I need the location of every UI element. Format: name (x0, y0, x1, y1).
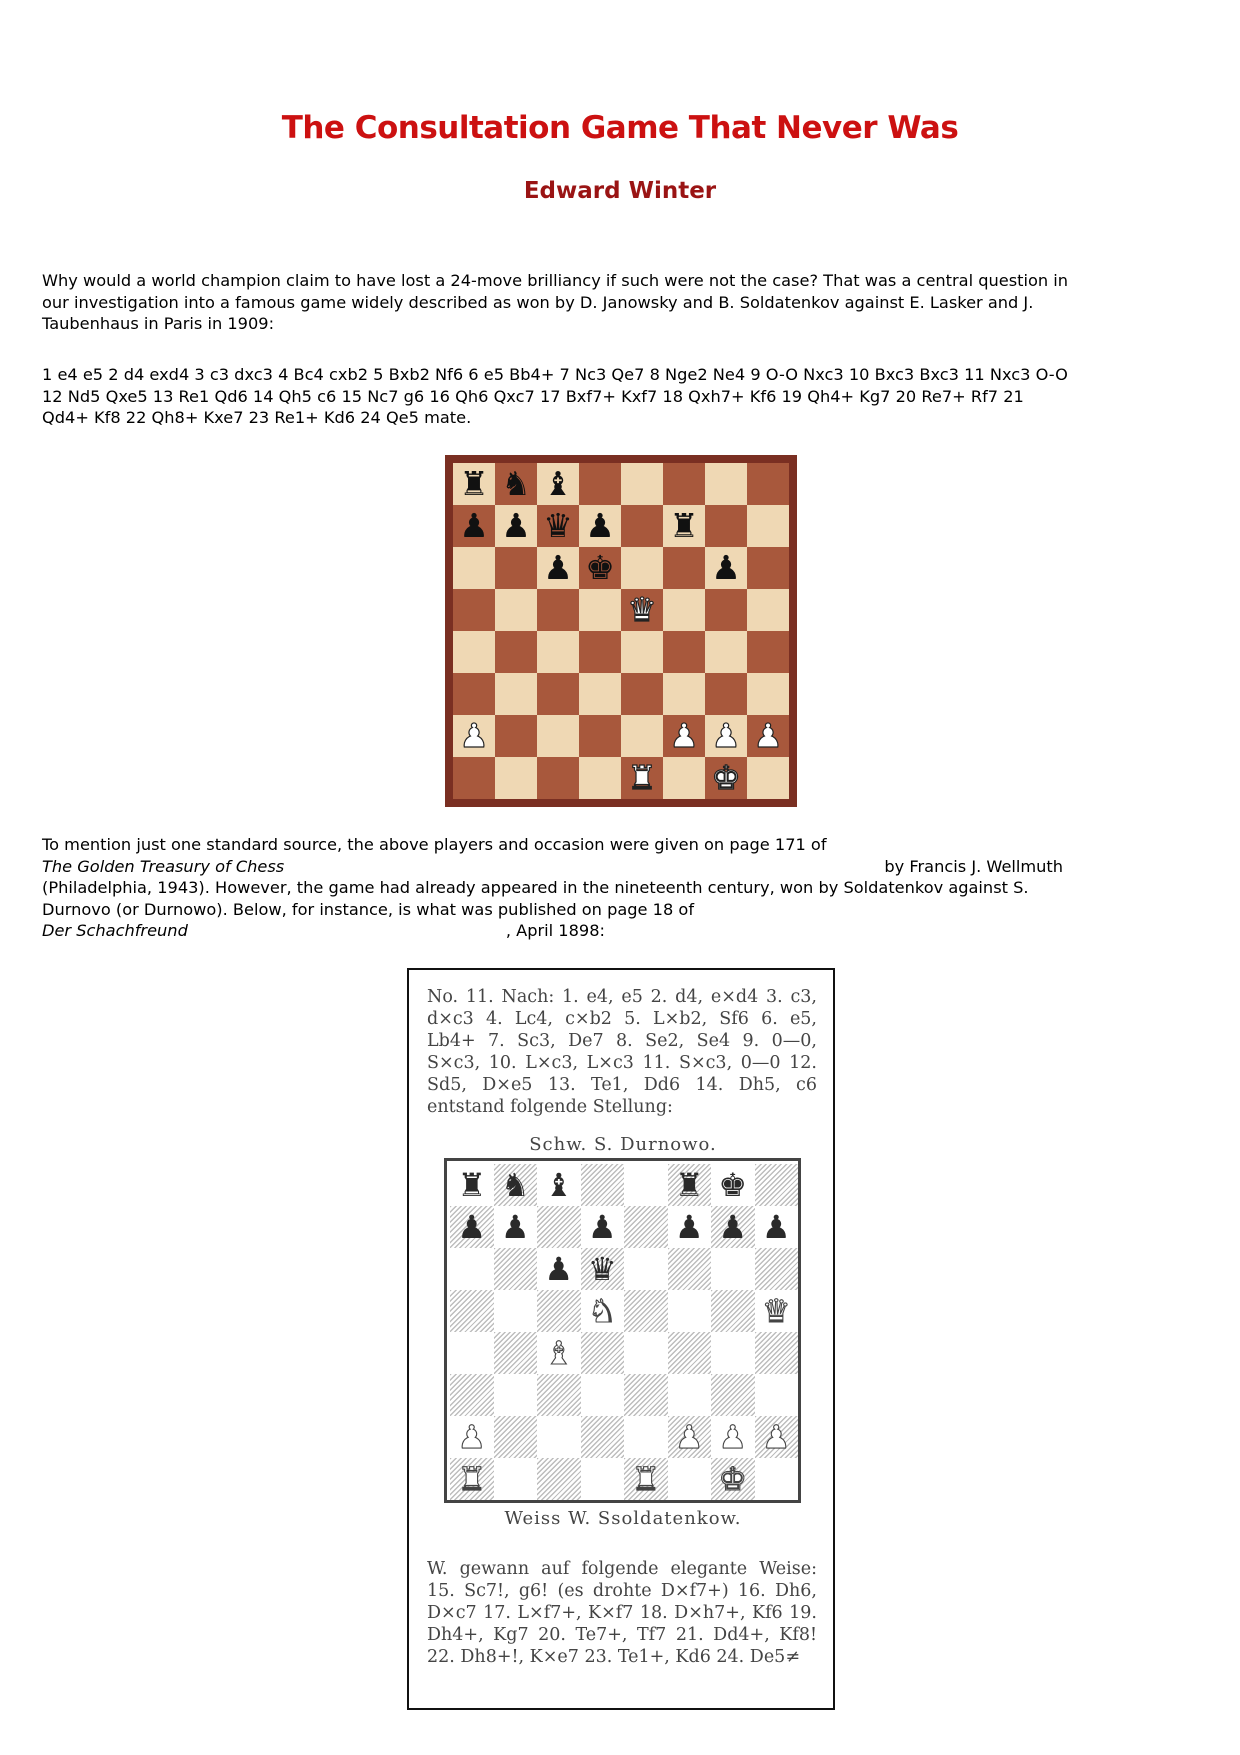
board-square (755, 1416, 799, 1458)
black-knight-icon: ♞ (500, 1166, 530, 1204)
board-square (711, 1332, 755, 1374)
board-square (624, 1290, 668, 1332)
board-square (705, 547, 747, 589)
board-square (494, 1206, 538, 1248)
board-square (621, 505, 663, 547)
white-pawn-icon: ♟ (459, 716, 489, 755)
board-square (579, 589, 621, 631)
final-position-grid (453, 463, 789, 799)
board-square (711, 1290, 755, 1332)
white-pawn-icon: ♟ (761, 1418, 791, 1456)
board-square (624, 1458, 668, 1500)
board-square (663, 715, 705, 757)
final-position-board (445, 455, 797, 807)
board-square (711, 1416, 755, 1458)
board-square (495, 715, 537, 757)
board-square (663, 673, 705, 715)
board-square (621, 757, 663, 799)
white-rook-icon: ♜ (627, 758, 657, 797)
black-pawn-icon: ♟ (543, 548, 573, 587)
white-rook-icon: ♜ (457, 1460, 487, 1498)
source-text-1: To mention just one standard source, the above players and occasion were given on page 171 of (42, 835, 827, 854)
board-square (495, 673, 537, 715)
board-square (537, 1290, 581, 1332)
board-square (747, 547, 789, 589)
white-queen-icon: ♛ (627, 590, 657, 629)
board-square (537, 715, 579, 757)
board-square (668, 1332, 712, 1374)
board-square (663, 505, 705, 547)
white-pawn-icon: ♟ (669, 716, 699, 755)
board-square (668, 1458, 712, 1500)
board-square (747, 757, 789, 799)
black-pawn-icon: ♟ (761, 1208, 791, 1246)
black-queen-icon: ♛ (543, 506, 573, 545)
board-square (624, 1206, 668, 1248)
board-square (705, 589, 747, 631)
board-square (453, 589, 495, 631)
board-square (495, 631, 537, 673)
board-square (624, 1332, 668, 1374)
board-square (581, 1332, 625, 1374)
board-square (581, 1416, 625, 1458)
board-square (537, 1248, 581, 1290)
board-square (663, 631, 705, 673)
board-square (668, 1374, 712, 1416)
board-square (450, 1458, 494, 1500)
clipping-intro-text: No. 11. Nach: 1. e4, e5 2. d4, e×d4 3. c3, d×c3 4. Lc4, c×b2 5. L×b2, Sf6 6. e5, Lb4+ 7. Sc3, De7 8. Se2, Se4 9. 0—0, S×c3, 10. L×c3, L×c3 11. S×c3, 0—0 12. Sd5, D×e5 13. Te1, Dd6 14. Dh5, c6 entstand folgende Stellung: (427, 987, 817, 1117)
board-square (579, 757, 621, 799)
board-square (581, 1458, 625, 1500)
board-square (494, 1164, 538, 1206)
board-square (494, 1248, 538, 1290)
board-square (537, 673, 579, 715)
board-square (537, 505, 579, 547)
board-square (624, 1416, 668, 1458)
white-pawn-icon: ♟ (753, 716, 783, 755)
board-square (495, 589, 537, 631)
magazine-clipping (407, 968, 835, 1710)
white-pawn-icon: ♟ (718, 1418, 748, 1456)
board-square (668, 1248, 712, 1290)
board-square (495, 547, 537, 589)
source-text-3: , April 1898: (505, 921, 605, 940)
board-square (495, 757, 537, 799)
board-square (453, 547, 495, 589)
white-rook-icon: ♜ (631, 1460, 661, 1498)
white-king-icon: ♚ (711, 758, 741, 797)
board-square (579, 463, 621, 505)
author-name: Edward Winter (523, 178, 717, 204)
board-square (495, 463, 537, 505)
board-square (537, 1374, 581, 1416)
black-pawn-icon: ♟ (501, 506, 531, 545)
black-king-icon: ♚ (585, 548, 615, 587)
black-knight-icon: ♞ (501, 464, 531, 503)
board-square (537, 1332, 581, 1374)
board-square (581, 1164, 625, 1206)
board-square (663, 463, 705, 505)
board-square (755, 1206, 799, 1248)
clipping-black-player: Schw. S. Durnowo. (529, 1134, 717, 1155)
board-square (537, 1206, 581, 1248)
board-square (450, 1416, 494, 1458)
board-square (663, 589, 705, 631)
board-square (494, 1290, 538, 1332)
board-square (668, 1206, 712, 1248)
board-square (747, 631, 789, 673)
board-square (494, 1374, 538, 1416)
source-paragraph (42, 834, 1072, 942)
board-square (579, 631, 621, 673)
source-book-title: The Golden Treasury of Chess (42, 856, 285, 876)
board-square (711, 1374, 755, 1416)
white-king-icon: ♚ (718, 1460, 748, 1498)
white-bishop-icon: ♝ (544, 1334, 574, 1372)
board-square (494, 1416, 538, 1458)
board-square (579, 715, 621, 757)
board-square (711, 1248, 755, 1290)
board-square (711, 1164, 755, 1206)
black-pawn-icon: ♟ (587, 1208, 617, 1246)
board-square (453, 715, 495, 757)
board-square (621, 589, 663, 631)
board-square (621, 673, 663, 715)
board-square (450, 1290, 494, 1332)
board-square (624, 1248, 668, 1290)
board-square (453, 631, 495, 673)
board-square (450, 1164, 494, 1206)
board-square (537, 1164, 581, 1206)
board-square (537, 1458, 581, 1500)
black-rook-icon: ♜ (459, 464, 489, 503)
black-rook-icon: ♜ (674, 1166, 704, 1204)
board-square (755, 1374, 799, 1416)
white-pawn-icon: ♟ (457, 1418, 487, 1456)
board-square (705, 673, 747, 715)
board-square (755, 1458, 799, 1500)
board-square (453, 757, 495, 799)
board-square (494, 1458, 538, 1500)
board-square (624, 1374, 668, 1416)
board-square (747, 673, 789, 715)
board-square (579, 505, 621, 547)
board-square (705, 715, 747, 757)
black-pawn-icon: ♟ (500, 1208, 530, 1246)
game-moves: 1 e4 e5 2 d4 exd4 3 c3 dxc3 4 Bc4 cxb2 5 Bxb2 Nf6 6 e5 Bb4+ 7 Nc3 Qe7 8 Nge2 Ne4 9 O-O Nxc3 10 Bxc3 Bxc3 11 Nxc3 O-O 12 Nd5 Qxe5 13 Re1 Qd6 14 Qh5 c6 15 Nc7 g6 16 Qh6 Qxc7 17 Bxf7+ Kxf7 18 Qxh7+ Kf6 19 Qh4+ Kg7 20 Re7+ Rf7 21 Qd4+ Kf8 22 Qh8+ Kxe7 23 Re1+ Kd6 24 Qe5 mate. (42, 365, 1068, 427)
clipping-white-player: Weiss W. Ssoldatenkow. (504, 1508, 742, 1529)
board-square (663, 547, 705, 589)
board-square (621, 463, 663, 505)
white-pawn-icon: ♟ (711, 716, 741, 755)
black-bishop-icon: ♝ (543, 464, 573, 503)
board-square (453, 673, 495, 715)
black-queen-icon: ♛ (587, 1250, 617, 1288)
white-pawn-icon: ♟ (674, 1418, 704, 1456)
board-square (711, 1458, 755, 1500)
board-square (668, 1290, 712, 1332)
black-pawn-icon: ♟ (674, 1208, 704, 1246)
black-pawn-icon: ♟ (718, 1208, 748, 1246)
board-square (537, 463, 579, 505)
source-text-2: by Francis J. Wellmuth (Philadelphia, 1943). However, the game had already appeared in the nineteenth century, won by Soldatenkov against S. Durnovo (or Durnowo). Below, for instance, is what was published on page 18 of (42, 856, 1064, 919)
board-square (581, 1206, 625, 1248)
board-square (537, 757, 579, 799)
board-square (755, 1164, 799, 1206)
board-square (705, 463, 747, 505)
board-square (579, 673, 621, 715)
board-square (494, 1332, 538, 1374)
board-square (453, 505, 495, 547)
board-square (453, 463, 495, 505)
board-square (668, 1164, 712, 1206)
black-rook-icon: ♜ (669, 506, 699, 545)
black-pawn-icon: ♟ (544, 1250, 574, 1288)
clipping-solution-text: W. gewann auf folgende elegante Weise: 15. Sc7!, g6! (es drohte D×f7+) 16. Dh6, D×c7 17. L×f7+, K×f7 18. D×h7+, Kf6 19. Dh4+, Kg7 20. Te7+, Tf7 21. Dd4+, Kf8! 22. Dh8+!, K×e7 23. Te1+, Kd6 24. De5≠ (427, 1559, 817, 1667)
clipping-board (444, 1158, 801, 1503)
board-square (755, 1248, 799, 1290)
board-square (450, 1248, 494, 1290)
white-queen-icon: ♛ (761, 1292, 791, 1330)
board-square (581, 1248, 625, 1290)
intro-paragraph: Why would a world champion claim to have lost a 24-move brilliancy if such were not the case? That was a central question in our investigation into a famous game widely described as won by D. Janowsky and B. Soldatenkov against E. Lasker and J. Taubenhaus in Paris in 1909: (42, 271, 1069, 333)
black-pawn-icon: ♟ (457, 1208, 487, 1246)
white-knight-icon: ♞ (587, 1292, 617, 1330)
black-pawn-icon: ♟ (459, 506, 489, 545)
board-square (450, 1374, 494, 1416)
board-square (705, 505, 747, 547)
board-square (581, 1374, 625, 1416)
board-square (537, 547, 579, 589)
board-square (705, 757, 747, 799)
black-pawn-icon: ♟ (585, 506, 615, 545)
board-square (755, 1290, 799, 1332)
board-square (747, 715, 789, 757)
black-king-icon: ♚ (718, 1166, 748, 1204)
black-pawn-icon: ♟ (711, 548, 741, 587)
board-square (747, 463, 789, 505)
board-square (450, 1206, 494, 1248)
board-square (621, 547, 663, 589)
board-square (621, 631, 663, 673)
board-square (705, 631, 747, 673)
page-title: The Consultation Game That Never Was (281, 110, 959, 146)
source-magazine-title: Der Schachfreund (42, 921, 188, 940)
board-square (579, 547, 621, 589)
board-square (747, 589, 789, 631)
clipping-board-grid (450, 1164, 795, 1500)
board-square (755, 1332, 799, 1374)
board-square (450, 1332, 494, 1374)
board-square (537, 589, 579, 631)
board-square (537, 631, 579, 673)
black-rook-icon: ♜ (457, 1166, 487, 1204)
board-square (495, 505, 537, 547)
board-square (711, 1206, 755, 1248)
board-square (668, 1416, 712, 1458)
board-square (537, 1416, 581, 1458)
board-square (747, 505, 789, 547)
board-square (663, 757, 705, 799)
board-square (624, 1164, 668, 1206)
board-square (621, 715, 663, 757)
board-square (581, 1290, 625, 1332)
black-bishop-icon: ♝ (544, 1166, 574, 1204)
